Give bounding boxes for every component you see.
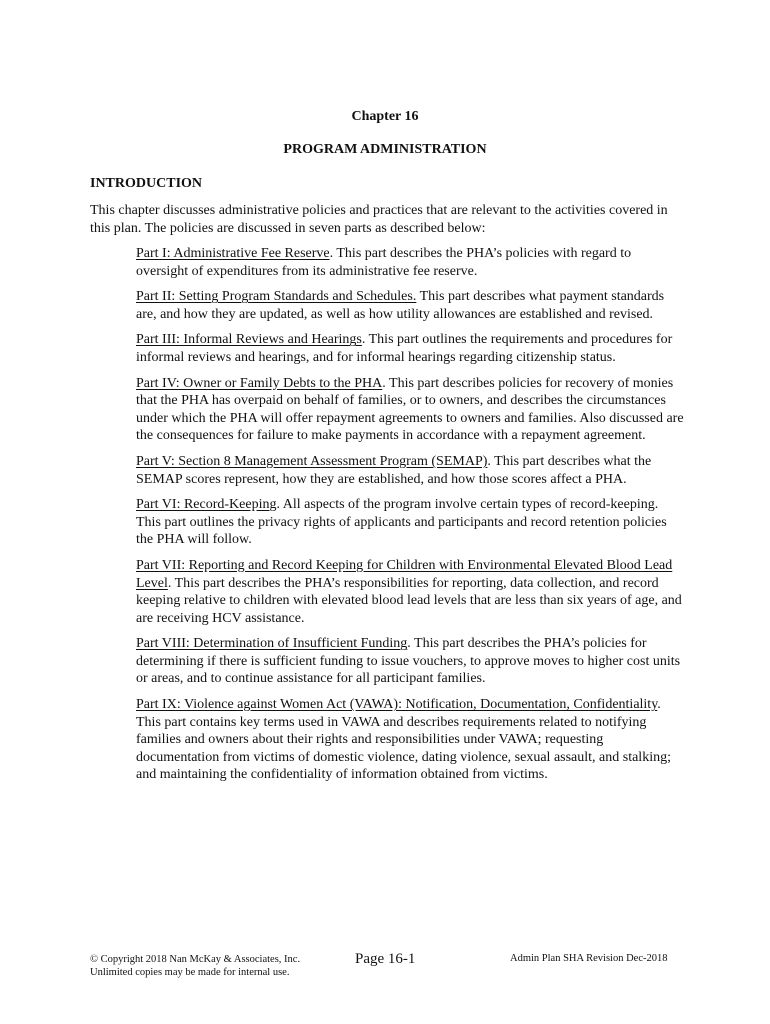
list-item-part-4 — [136, 375, 686, 445]
section-heading: INTRODUCTION — [90, 176, 203, 191]
part-description: . This part contains key terms used in VAWA and describes requirements related to notifying families and owners about their rights and responsibilities under VAWA; requesting documentation from victims of domestic violence, dating violence, sexual assault, and stalking; and maintaining the confidentiality of information obtained from victims. — [136, 697, 671, 783]
copies-line: Unlimited copies may be made for internal use. — [90, 967, 290, 978]
part-title: Part V: Section 8 Management Assessment Program (SEMAP) — [136, 453, 488, 469]
list-item-part-8 — [136, 635, 686, 688]
part-description: . All aspects of the program involve certain types of record-keeping. This part outlines the privacy rights of applicants and participants and record retention policies the PHA will follow. — [136, 497, 667, 548]
part-description: . This part outlines the requirements and procedures for informal reviews and hearings, and for informal hearings regarding citizenship status. — [136, 332, 673, 365]
list-item-part-9 — [136, 696, 686, 784]
chapter-number: Chapter 16 — [351, 109, 419, 124]
part-title: Part VIII: Determination of Insufficient Funding — [136, 636, 408, 652]
list-item-part-1 — [136, 245, 686, 280]
part-title: Part IV: Owner or Family Debts to the PHA — [136, 375, 383, 391]
list-item-part-2 — [136, 288, 686, 323]
intro-paragraph: This chapter discusses administrative policies and practices that are relevant to the activities covered in this plan. The policies are discussed in seven parts as described below: — [90, 203, 668, 236]
part-description: . This part describes the PHA’s policies with regard to oversight of expenditures from its administrative fee reserve. — [136, 246, 632, 279]
page-number: Page 16-1 — [355, 951, 416, 967]
copyright-line: © Copyright 2018 Nan McKay & Associates, Inc. — [90, 954, 301, 965]
part-title: Part VI: Record-Keeping — [136, 497, 277, 513]
list-item-part-7 — [136, 557, 686, 627]
part-title: Part IX: Violence against Women Act (VAWA): Notification, Documentation, Confidentiality — [136, 697, 658, 713]
part-title: Part II: Setting Program Standards and Schedules. — [136, 289, 417, 305]
part-description: . This part describes what the SEMAP scores represent, how they are established, and how those scores affect a PHA. — [136, 453, 652, 487]
footer-revision: Admin Plan SHA Revision Dec-2018 — [510, 953, 668, 964]
part-description: . This part describes policies for recovery of monies that the PHA has overpaid on behalf of families, or to owners, and describes the circumstances under which the PHA will offer repayment agreements to owners and families. Also discussed are the consequences for failure to make payments in accordance with a repayment agreement. — [136, 375, 684, 444]
part-description: . This part describes the PHA’s responsibilities for reporting, data collection, and record keeping relative to children with elevated blood lead levels that are less than six years of age, and are receiving HCV assistance. — [136, 575, 682, 626]
chapter-title: PROGRAM ADMINISTRATION — [283, 142, 487, 157]
list-item-part-3 — [136, 331, 686, 366]
part-description: This part describes what payment standards are, and how they are updated, as well as how utility allowances are established and revised. — [136, 289, 665, 322]
part-description: . This part describes the PHA’s policies for determining if there is sufficient funding to issue vouchers, to approve moves to higher cost units or areas, and to continue assistance for all participant families. — [136, 636, 681, 687]
part-title: Part I: Administrative Fee Reserve — [136, 246, 330, 261]
parts-list — [136, 245, 686, 792]
part-title: Part III: Informal Reviews and Hearings — [136, 332, 362, 348]
list-item-part-5 — [136, 453, 686, 488]
part-title: Part VII: Reporting and Record Keeping for Children with Environmental Elevated Blood Lead Level — [136, 557, 673, 591]
list-item-part-6 — [136, 496, 686, 549]
footer-copyright — [90, 953, 300, 979]
